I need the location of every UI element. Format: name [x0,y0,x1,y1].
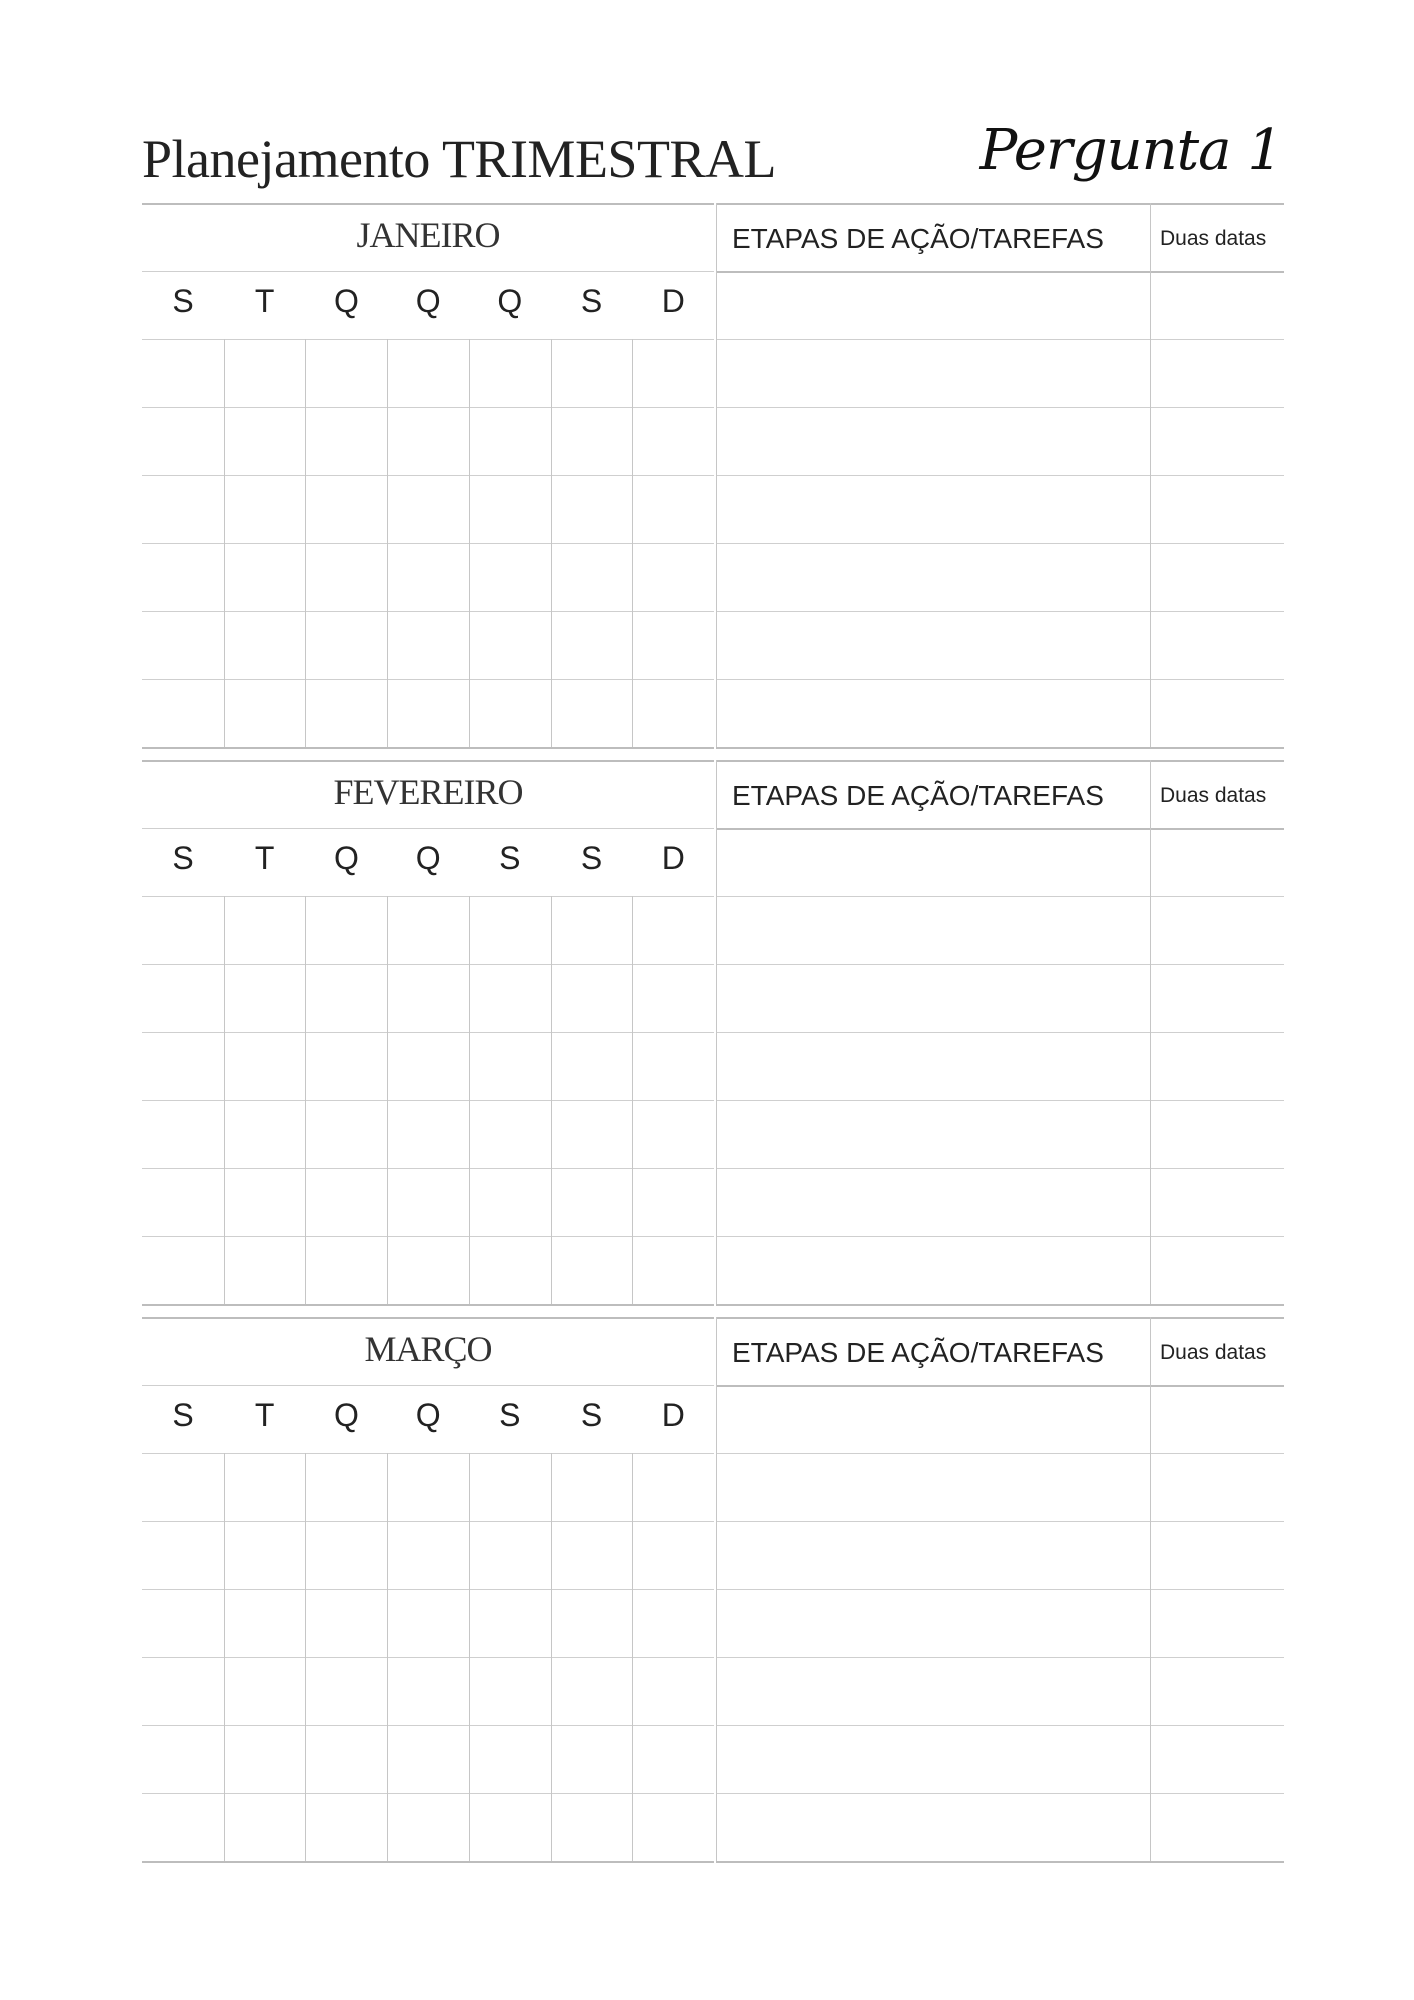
calendar-day-cell[interactable] [389,1523,467,1587]
grid-line [632,896,633,1304]
grid-line [142,760,714,762]
calendar-day-cell[interactable] [634,1659,712,1723]
calendar-day-cell[interactable] [389,1102,467,1166]
date-entry-cell[interactable] [1154,545,1280,609]
grid-line [716,203,717,747]
weekday-label: T [254,840,275,876]
calendar-day-cell[interactable] [553,1170,631,1234]
page-subtitle: Pergunta 1 [979,118,1282,183]
calendar-day-cell[interactable] [389,1034,467,1098]
calendar-day-cell[interactable] [471,341,549,405]
calendar-day-cell[interactable] [226,1102,304,1166]
calendar-day-cell[interactable] [389,1455,467,1519]
grid-line [224,896,225,1304]
calendar-day-cell[interactable] [226,1034,304,1098]
task-entry-cell[interactable] [720,613,1146,677]
task-entry-cell[interactable] [720,477,1146,541]
grid-line [142,1657,714,1658]
date-entry-cell[interactable] [1154,1455,1280,1519]
grid-line [716,1304,1284,1306]
weekday-label: T [254,283,275,319]
grid-line [142,1236,714,1237]
task-entry-cell[interactable] [720,1387,1146,1451]
grid-line [716,1317,1284,1319]
task-entry-cell[interactable] [720,545,1146,609]
grid-line [716,1032,1284,1033]
calendar-day-cell[interactable] [634,477,712,541]
calendar-day-cell[interactable] [553,1102,631,1166]
calendar-day-cell[interactable] [634,1170,712,1234]
grid-line [142,1453,714,1454]
grid-line [469,339,470,747]
grid-line [142,1861,714,1863]
date-entry-cell[interactable] [1154,477,1280,541]
date-entry-cell[interactable] [1154,273,1280,337]
date-entry-cell[interactable] [1154,1659,1280,1723]
calendar-day-cell[interactable] [553,1523,631,1587]
grid-line [1150,760,1151,1304]
calendar-day-cell[interactable] [226,1238,304,1302]
date-entry-cell[interactable] [1154,409,1280,473]
weekday-label: D [661,1397,685,1433]
grid-line [632,339,633,747]
task-entry-cell[interactable] [720,341,1146,405]
dates-column-header: Duas datas [1160,227,1267,250]
calendar-day-cell[interactable] [389,681,467,745]
grid-line [142,747,714,749]
grid-line [551,339,552,747]
calendar-day-cell[interactable] [226,1591,304,1655]
task-entry-cell[interactable] [720,1170,1146,1234]
grid-line [716,1317,717,1861]
calendar-day-cell[interactable] [226,1170,304,1234]
calendar-day-cell[interactable] [471,613,549,677]
grid-line [716,760,717,1304]
date-entry-cell[interactable] [1154,341,1280,405]
date-entry-cell[interactable] [1154,830,1280,894]
month-title: FEVEREIRO [333,772,523,812]
grid-line [716,679,1284,680]
grid-line [716,1236,1284,1237]
grid-line [142,407,714,408]
calendar-day-cell[interactable] [226,409,304,473]
calendar-day-cell[interactable] [634,966,712,1030]
calendar-day-cell[interactable] [634,1523,712,1587]
task-table [716,760,1284,1312]
calendar-day-cell[interactable] [553,1034,631,1098]
calendar-day-cell[interactable] [634,1238,712,1302]
calendar-day-cell[interactable] [307,681,385,745]
weekday-label: Q [497,283,523,319]
calendar-day-cell[interactable] [553,477,631,541]
calendar-day-cell[interactable] [389,1238,467,1302]
calendar-day-cell[interactable] [389,898,467,962]
calendar-day-cell[interactable] [307,613,385,677]
month-title: MARÇO [364,1329,492,1369]
grid-line [716,339,1284,340]
calendar-day-cell[interactable] [226,545,304,609]
calendar-day-cell[interactable] [389,1591,467,1655]
dates-column-header: Duas datas [1160,1341,1267,1364]
task-entry-cell[interactable] [720,830,1146,894]
calendar-day-cell[interactable] [553,1591,631,1655]
grid-line [716,1725,1284,1726]
grid-line [1150,1317,1151,1861]
grid-line [142,1385,714,1386]
calendar-day-cell[interactable] [634,341,712,405]
calendar-day-cell[interactable] [144,613,222,677]
calendar-day-cell[interactable] [144,1795,222,1859]
calendar-day-cell[interactable] [307,341,385,405]
calendar-day-cell[interactable] [144,1238,222,1302]
task-entry-cell[interactable] [720,681,1146,745]
calendar-day-cell[interactable] [471,1591,549,1655]
calendar-day-cell[interactable] [144,477,222,541]
calendar-day-cell[interactable] [226,966,304,1030]
task-entry-cell[interactable] [720,1455,1146,1519]
task-column-header: ETAPAS DE AÇÃO/TAREFAS [732,1337,1104,1368]
month-block-janeiro [142,203,1284,755]
date-entry-cell[interactable] [1154,613,1280,677]
date-entry-cell[interactable] [1154,1387,1280,1451]
calendar-day-cell[interactable] [634,1591,712,1655]
grid-line [469,896,470,1304]
weekday-label: S [172,283,194,319]
weekday-label: S [499,840,521,876]
calendar-day-cell[interactable] [144,898,222,962]
calendar-day-cell[interactable] [144,341,222,405]
task-entry-cell[interactable] [720,273,1146,337]
weekday-label: S [580,840,603,876]
grid-line [1150,203,1151,747]
calendar-day-cell[interactable] [471,477,549,541]
calendar-day-cell[interactable] [389,1170,467,1234]
calendar-day-cell[interactable] [471,409,549,473]
calendar-day-cell[interactable] [226,1523,304,1587]
grid-line [142,1304,714,1306]
task-entry-cell[interactable] [720,1795,1146,1859]
grid-line [142,1521,714,1522]
grid-line [716,1168,1284,1169]
calendar-day-cell[interactable] [226,477,304,541]
calendar-day-cell[interactable] [553,966,631,1030]
date-entry-cell[interactable] [1154,898,1280,962]
calendar-day-cell[interactable] [389,1795,467,1859]
dates-column-header: Duas datas [1160,784,1267,807]
date-entry-cell[interactable] [1154,1102,1280,1166]
calendar-day-cell[interactable] [634,1727,712,1791]
grid-line [142,1589,714,1590]
task-entry-cell[interactable] [720,966,1146,1030]
grid-line [142,679,714,680]
calendar-day-cell[interactable] [307,1034,385,1098]
weekday-label: T [254,1397,275,1433]
calendar-day-cell[interactable] [553,545,631,609]
grid-line [142,611,714,612]
calendar-day-cell[interactable] [553,1455,631,1519]
grid-line [142,1100,714,1101]
calendar-day-cell[interactable] [471,1034,549,1098]
grid-line [716,760,1284,762]
grid-line [305,896,306,1304]
task-entry-cell[interactable] [720,1034,1146,1098]
calendar-day-cell[interactable] [389,613,467,677]
calendar-day-cell[interactable] [307,1455,385,1519]
date-entry-cell[interactable] [1154,1727,1280,1791]
grid-line [305,339,306,747]
weekday-label: D [661,283,685,319]
calendar-day-cell[interactable] [307,1727,385,1791]
calendar-day-cell[interactable] [144,1523,222,1587]
calendar-day-cell[interactable] [389,545,467,609]
calendar-day-cell[interactable] [389,1727,467,1791]
calendar-day-cell[interactable] [634,1034,712,1098]
grid-line [142,1793,714,1794]
month-calendar [142,1317,714,1869]
calendar-day-cell[interactable] [144,1659,222,1723]
calendar-day-cell[interactable] [389,966,467,1030]
calendar-day-cell[interactable] [634,1455,712,1519]
weekday-label: Q [333,1397,359,1433]
calendar-day-cell[interactable] [144,1034,222,1098]
calendar-day-cell[interactable] [553,898,631,962]
task-entry-cell[interactable] [720,1102,1146,1166]
grid-line [469,1453,470,1861]
calendar-day-cell[interactable] [226,341,304,405]
task-entry-cell[interactable] [720,1659,1146,1723]
weekday-label: S [580,283,603,319]
task-entry-cell[interactable] [720,1591,1146,1655]
weekday-label: S [172,1397,194,1433]
calendar-day-cell[interactable] [144,681,222,745]
calendar-day-cell[interactable] [471,1659,549,1723]
calendar-day-cell[interactable] [634,613,712,677]
calendar-day-cell[interactable] [471,1727,549,1791]
grid-line [142,1032,714,1033]
weekday-label: S [172,840,194,876]
grid-line [142,475,714,476]
calendar-day-cell[interactable] [634,545,712,609]
calendar-day-cell[interactable] [144,966,222,1030]
date-entry-cell[interactable] [1154,1170,1280,1234]
month-title: JANEIRO [356,215,500,255]
grid-line [224,1453,225,1861]
calendar-day-cell[interactable] [144,1727,222,1791]
calendar-day-cell[interactable] [471,966,549,1030]
calendar-day-cell[interactable] [553,1727,631,1791]
grid-line [551,896,552,1304]
weekday-label: S [580,1397,603,1433]
weekday-label: Q [415,283,441,319]
calendar-day-cell[interactable] [144,545,222,609]
task-column-header: ETAPAS DE AÇÃO/TAREFAS [732,780,1104,811]
task-entry-cell[interactable] [720,1727,1146,1791]
calendar-day-cell[interactable] [226,1659,304,1723]
date-entry-cell[interactable] [1154,681,1280,745]
month-block-marco [142,1317,1284,1869]
task-column-header: ETAPAS DE AÇÃO/TAREFAS [732,223,1104,254]
calendar-day-cell[interactable] [389,341,467,405]
calendar-day-cell[interactable] [226,681,304,745]
calendar-day-cell[interactable] [471,898,549,962]
grid-line [716,1861,1284,1863]
grid-line [305,1453,306,1861]
grid-line [142,203,714,205]
task-entry-cell[interactable] [720,898,1146,962]
calendar-day-cell[interactable] [634,1795,712,1859]
date-entry-cell[interactable] [1154,1034,1280,1098]
date-entry-cell[interactable] [1154,1523,1280,1587]
grid-line [142,1317,714,1319]
calendar-day-cell[interactable] [634,681,712,745]
calendar-day-cell[interactable] [307,477,385,541]
calendar-day-cell[interactable] [389,409,467,473]
calendar-day-cell[interactable] [553,341,631,405]
calendar-day-cell[interactable] [553,1659,631,1723]
calendar-day-cell[interactable] [226,898,304,962]
calendar-day-cell[interactable] [226,613,304,677]
task-entry-cell[interactable] [720,409,1146,473]
page-title: Planejamento TRIMESTRAL [142,129,776,189]
calendar-day-cell[interactable] [307,1238,385,1302]
calendar-day-cell[interactable] [471,1102,549,1166]
grid-line [716,1793,1284,1794]
calendar-day-cell[interactable] [471,545,549,609]
calendar-day-cell[interactable] [144,1170,222,1234]
grid-line [716,475,1284,476]
date-entry-cell[interactable] [1154,1795,1280,1859]
task-entry-cell[interactable] [720,1238,1146,1302]
calendar-day-cell[interactable] [389,1659,467,1723]
calendar-day-cell[interactable] [471,1170,549,1234]
grid-line [142,896,714,897]
calendar-day-cell[interactable] [144,409,222,473]
grid-line [551,1453,552,1861]
grid-line [716,747,1284,749]
calendar-day-cell[interactable] [307,1170,385,1234]
date-entry-cell[interactable] [1154,1591,1280,1655]
date-entry-cell[interactable] [1154,1238,1280,1302]
weekday-label: Q [333,840,359,876]
calendar-day-cell[interactable] [553,1795,631,1859]
grid-line [142,339,714,340]
calendar-day-cell[interactable] [307,1795,385,1859]
calendar-day-cell[interactable] [307,966,385,1030]
grid-line [224,339,225,747]
calendar-day-cell[interactable] [307,898,385,962]
grid-line [142,543,714,544]
month-calendar [142,760,714,1312]
grid-line [142,1725,714,1726]
grid-line [142,964,714,965]
grid-line [716,1589,1284,1590]
calendar-day-cell[interactable] [471,1238,549,1302]
calendar-day-cell[interactable] [471,681,549,745]
grid-line [142,271,714,272]
calendar-day-cell[interactable] [553,681,631,745]
calendar-day-cell[interactable] [144,1102,222,1166]
grid-line [716,203,1284,205]
month-calendar [142,203,714,755]
calendar-day-cell[interactable] [634,409,712,473]
calendar-day-cell[interactable] [471,1523,549,1587]
weekday-label: Q [333,283,359,319]
grid-line [716,1521,1284,1522]
grid-line [387,1453,388,1861]
calendar-day-cell[interactable] [307,1591,385,1655]
grid-line [716,896,1284,897]
weekday-label: Q [415,1397,441,1433]
grid-line [716,611,1284,612]
grid-line [142,1168,714,1169]
grid-line [716,1453,1284,1454]
calendar-day-cell[interactable] [144,1591,222,1655]
grid-line [716,407,1284,408]
grid-line [716,543,1284,544]
weekday-label: D [661,840,685,876]
calendar-day-cell[interactable] [389,477,467,541]
calendar-day-cell[interactable] [634,1102,712,1166]
grid-line [387,339,388,747]
task-table [716,1317,1284,1869]
calendar-day-cell[interactable] [307,1102,385,1166]
calendar-day-cell[interactable] [307,1523,385,1587]
calendar-day-cell[interactable] [471,1795,549,1859]
calendar-day-cell[interactable] [226,1795,304,1859]
grid-line [387,896,388,1304]
calendar-day-cell[interactable] [307,409,385,473]
task-table [716,203,1284,755]
calendar-day-cell[interactable] [144,1455,222,1519]
grid-line [632,1453,633,1861]
calendar-day-cell[interactable] [307,1659,385,1723]
month-block-fevereiro [142,760,1284,1312]
weekday-label: Q [415,840,441,876]
grid-line [716,964,1284,965]
calendar-day-cell[interactable] [634,898,712,962]
grid-line [716,1100,1284,1101]
calendar-day-cell[interactable] [226,1455,304,1519]
date-entry-cell[interactable] [1154,966,1280,1030]
calendar-day-cell[interactable] [553,1238,631,1302]
calendar-day-cell[interactable] [471,1455,549,1519]
calendar-day-cell[interactable] [553,613,631,677]
calendar-day-cell[interactable] [226,1727,304,1791]
weekday-label: S [499,1397,521,1433]
grid-line [142,828,714,829]
calendar-day-cell[interactable] [553,409,631,473]
task-entry-cell[interactable] [720,1523,1146,1587]
grid-line [716,1657,1284,1658]
calendar-day-cell[interactable] [307,545,385,609]
